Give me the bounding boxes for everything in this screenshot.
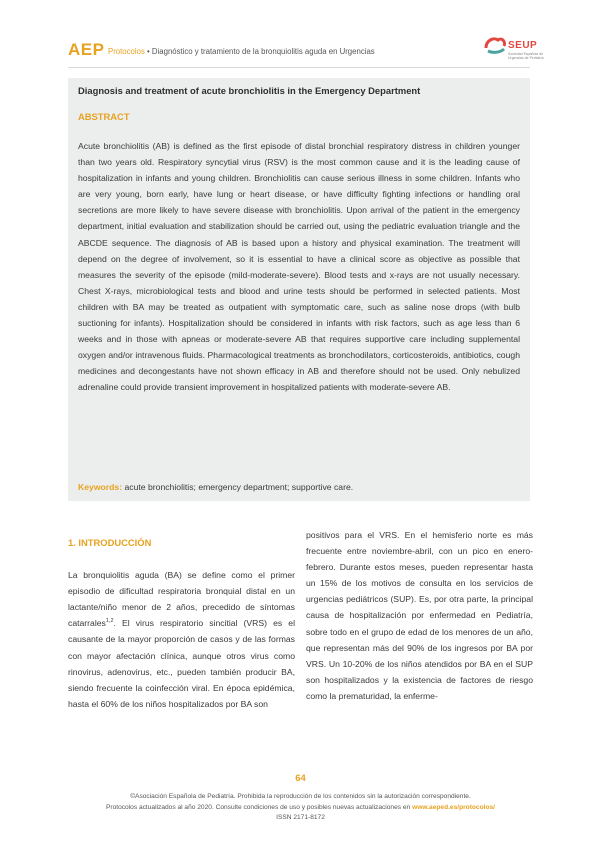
section-heading: 1. INTRODUCCIÓN (68, 537, 152, 548)
citation-ref: 1,2 (105, 618, 114, 625)
left-column (68, 535, 295, 712)
header-subtitle: Diagnóstico y tratamiento de la bronquiolitis aguda en Urgencias (151, 47, 375, 56)
intro-text-b: . El virus respiratorio sincitial (VRS) es el causante de la mayor proporción de casos y de las formas con mayor afectación clínica, aunque otros virus como rinovirus, adenovirus, etc., pueden también producir BA, siendo frecuente la coinfección viral. En época epidémica, hasta el 60% de los niños hospitalizados por BA son (68, 618, 295, 709)
page-header (68, 40, 544, 64)
copyright-line: ©Asociación Española de Pediatría. Prohibida la reproducción de los contenidos sin la autorización correspondiente. (130, 793, 471, 800)
page-footer (0, 792, 601, 824)
seup-tagline: Sociedad Española de Urgencias de Pediatría (508, 52, 544, 60)
right-column (306, 527, 533, 704)
page-number: 64 (295, 772, 306, 783)
header-divider (68, 67, 530, 68)
keywords-line (78, 482, 353, 492)
intro-text-a: La bronquiolitis aguda (BA) se define como el primer episodio de dificultad respiratoria bronquial distal en un lactante/niño menor de 2 años, precedido de síntomas catarrales (68, 570, 295, 629)
header-bullet: • (144, 47, 152, 56)
running-header (108, 47, 375, 56)
abstract-text: Acute bronchiolitis (AB) is defined as the first episode of distal bronchial respiratory distress in children younger than two years old. Respiratory syncytial virus (RSV) is the most common cause and it is the leading cause of hospitalization in infants and young children. Bronchiolitis can cause serious illness in some children. Infants who are very young, born early, have lung or heart disease, or have difficulty fighting infections or handling oral secretions are more likely to have severe disease with bronchiolitis. Upon arrival of the patient in the emergency department, initial evaluation and stabilization should be carried out, using the pediatric evaluation triangle and the ABCDE sequence. The diagnosis of AB is based upon a history and physical examination. The treatment will depend on the degree of involvement, so it is essential to have a clinical score as objective as possible that measures the severity of the episode (mild-moderate-severe). Blood tests and x-rays are not usually necessary. Chest X-rays, microbiological tests and blood and urine tests should be performed in selected patients. Most children with BA may be treated as outpatient with symptomatic care, such as saline nose drops (with bulb suctioning for infants). Hospitalization should be considered in infants with risk factors, such as age less than 6 weeks and in those with apneas or moderate-severe AB that requires supportive care including supplemental oxygen and/or intravenous fluids. Pharmacological treatments as bronchodilators, corticosteroids, antibiotics, cough medicines and decongestants have not shown efficacy in AB and therefore should not be used. Only nebulized adrenaline could provide transient improvement in hospitalized patients with moderate-severe AB. (78, 141, 520, 393)
seup-logo (482, 34, 544, 68)
aep-logo: AEP (68, 40, 105, 59)
updates-text: Protocolos actualizados al año 2020. Consulte condiciones de uso y posibles nuevas actualizaciones en (105, 803, 413, 811)
protocols-link[interactable]: www.aeped.es/protocolos/ (412, 803, 495, 811)
seup-emblem-icon (482, 34, 508, 56)
intro-paragraph-left (68, 567, 295, 712)
intro-paragraph-right: positivos para el VRS. En el hemisferio norte es más frecuente entre noviembre-abril, con un pico en enero-febrero. Durante estos meses, pueden representar hasta un 15% de los motivos de consulta en los servicios de urgencias pediátricos (SUP). Es, por otra parte, la principal causa de hospitalización por enfermedad en Pediatría, sobre todo en el grupo de edad de los menores de un año, que representan más del 90% de los ingresos por BA por VRS. Un 10-20% de los niños atendidos por BA en el SUP son hospitalizados y la existencia de factores de riesgo como la prematuridad, la enferme- (306, 530, 533, 701)
english-title: Diagnosis and treatment of acute bronchiolitis in the Emergency Department (78, 85, 421, 96)
keywords-list: acute bronchiolitis; emergency department; supportive care. (122, 482, 354, 492)
issn-line: ISSN 2171-8172 (276, 814, 325, 821)
protocol-label: Protocolos (108, 47, 145, 56)
abstract-heading: ABSTRACT (78, 111, 130, 122)
abstract-box (68, 78, 530, 501)
updates-line (0, 803, 601, 814)
seup-wordmark: SEUP (508, 40, 538, 51)
keywords-label: Keywords: (78, 482, 123, 492)
